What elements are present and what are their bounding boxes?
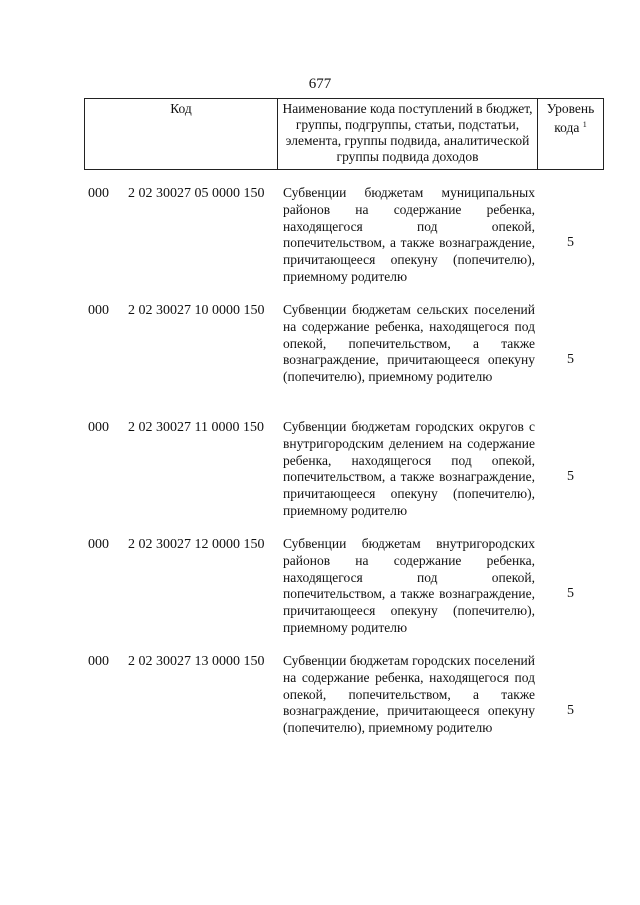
code-level: 5 [567,235,574,250]
table-header [84,98,604,170]
table-row [0,183,640,300]
admin-code: 000 [88,303,109,318]
income-description: Субвенции бюджетам внутригородских районов на содержание ребенка, находящегося под опекой, попечительством, а также вознаграждение, причитающееся опекуну (попечителю), приемному родителю [283,536,535,635]
header-code: Код [85,99,278,169]
admin-code: 000 [88,537,109,552]
table-row [0,534,640,651]
code-level: 5 [567,586,574,601]
admin-code: 000 [88,186,109,201]
income-description: Субвенции бюджетам городских поселений на содержание ребенка, находящегося под опекой, попечительством, а также вознаграждение, причитающееся опекуну (попечителю), приемному родителю [283,653,535,736]
table-row [0,300,640,417]
header-level-footnote: 1 [582,120,587,129]
income-code: 2 02 30027 11 0000 150 [128,420,264,435]
page-number: 677 [308,76,332,92]
table-row [0,651,640,768]
income-description: Субвенции бюджетам городских округов с внутригородским делением на содержание ребенка, находящегося под опекой, попечительством, а также вознаграждение, причитающееся опекуну (попечителю), приемному родителю [283,419,535,518]
income-code: 2 02 30027 10 0000 150 [128,303,265,318]
code-level: 5 [567,352,574,367]
code-level: 5 [567,469,574,484]
income-code: 2 02 30027 13 0000 150 [128,654,265,669]
code-level: 5 [567,703,574,718]
income-code: 2 02 30027 05 0000 150 [128,186,265,201]
header-level [538,99,603,169]
income-description: Субвенции бюджетам муниципальных районов на содержание ребенка, находящегося под опекой, попечительством, а также вознаграждение, причитающееся опекуну (попечителю), приемному родителю [283,185,535,284]
header-name: Наименование кода поступлений в бюджет, группы, подгруппы, статьи, подстатьи, элемента, группы подвида, аналитической группы подвида доходов [278,99,538,169]
admin-code: 000 [88,654,109,669]
income-code: 2 02 30027 12 0000 150 [128,537,265,552]
income-description: Субвенции бюджетам сельских поселений на содержание ребенка, находящегося под опекой, попечительством, а также вознаграждение, причитающееся опекуну (попечителю), приемному родителю [283,302,535,385]
admin-code: 000 [88,420,109,435]
table-row [0,417,640,534]
table-body [0,183,640,768]
header-level-label: Уровень кода [546,101,595,135]
